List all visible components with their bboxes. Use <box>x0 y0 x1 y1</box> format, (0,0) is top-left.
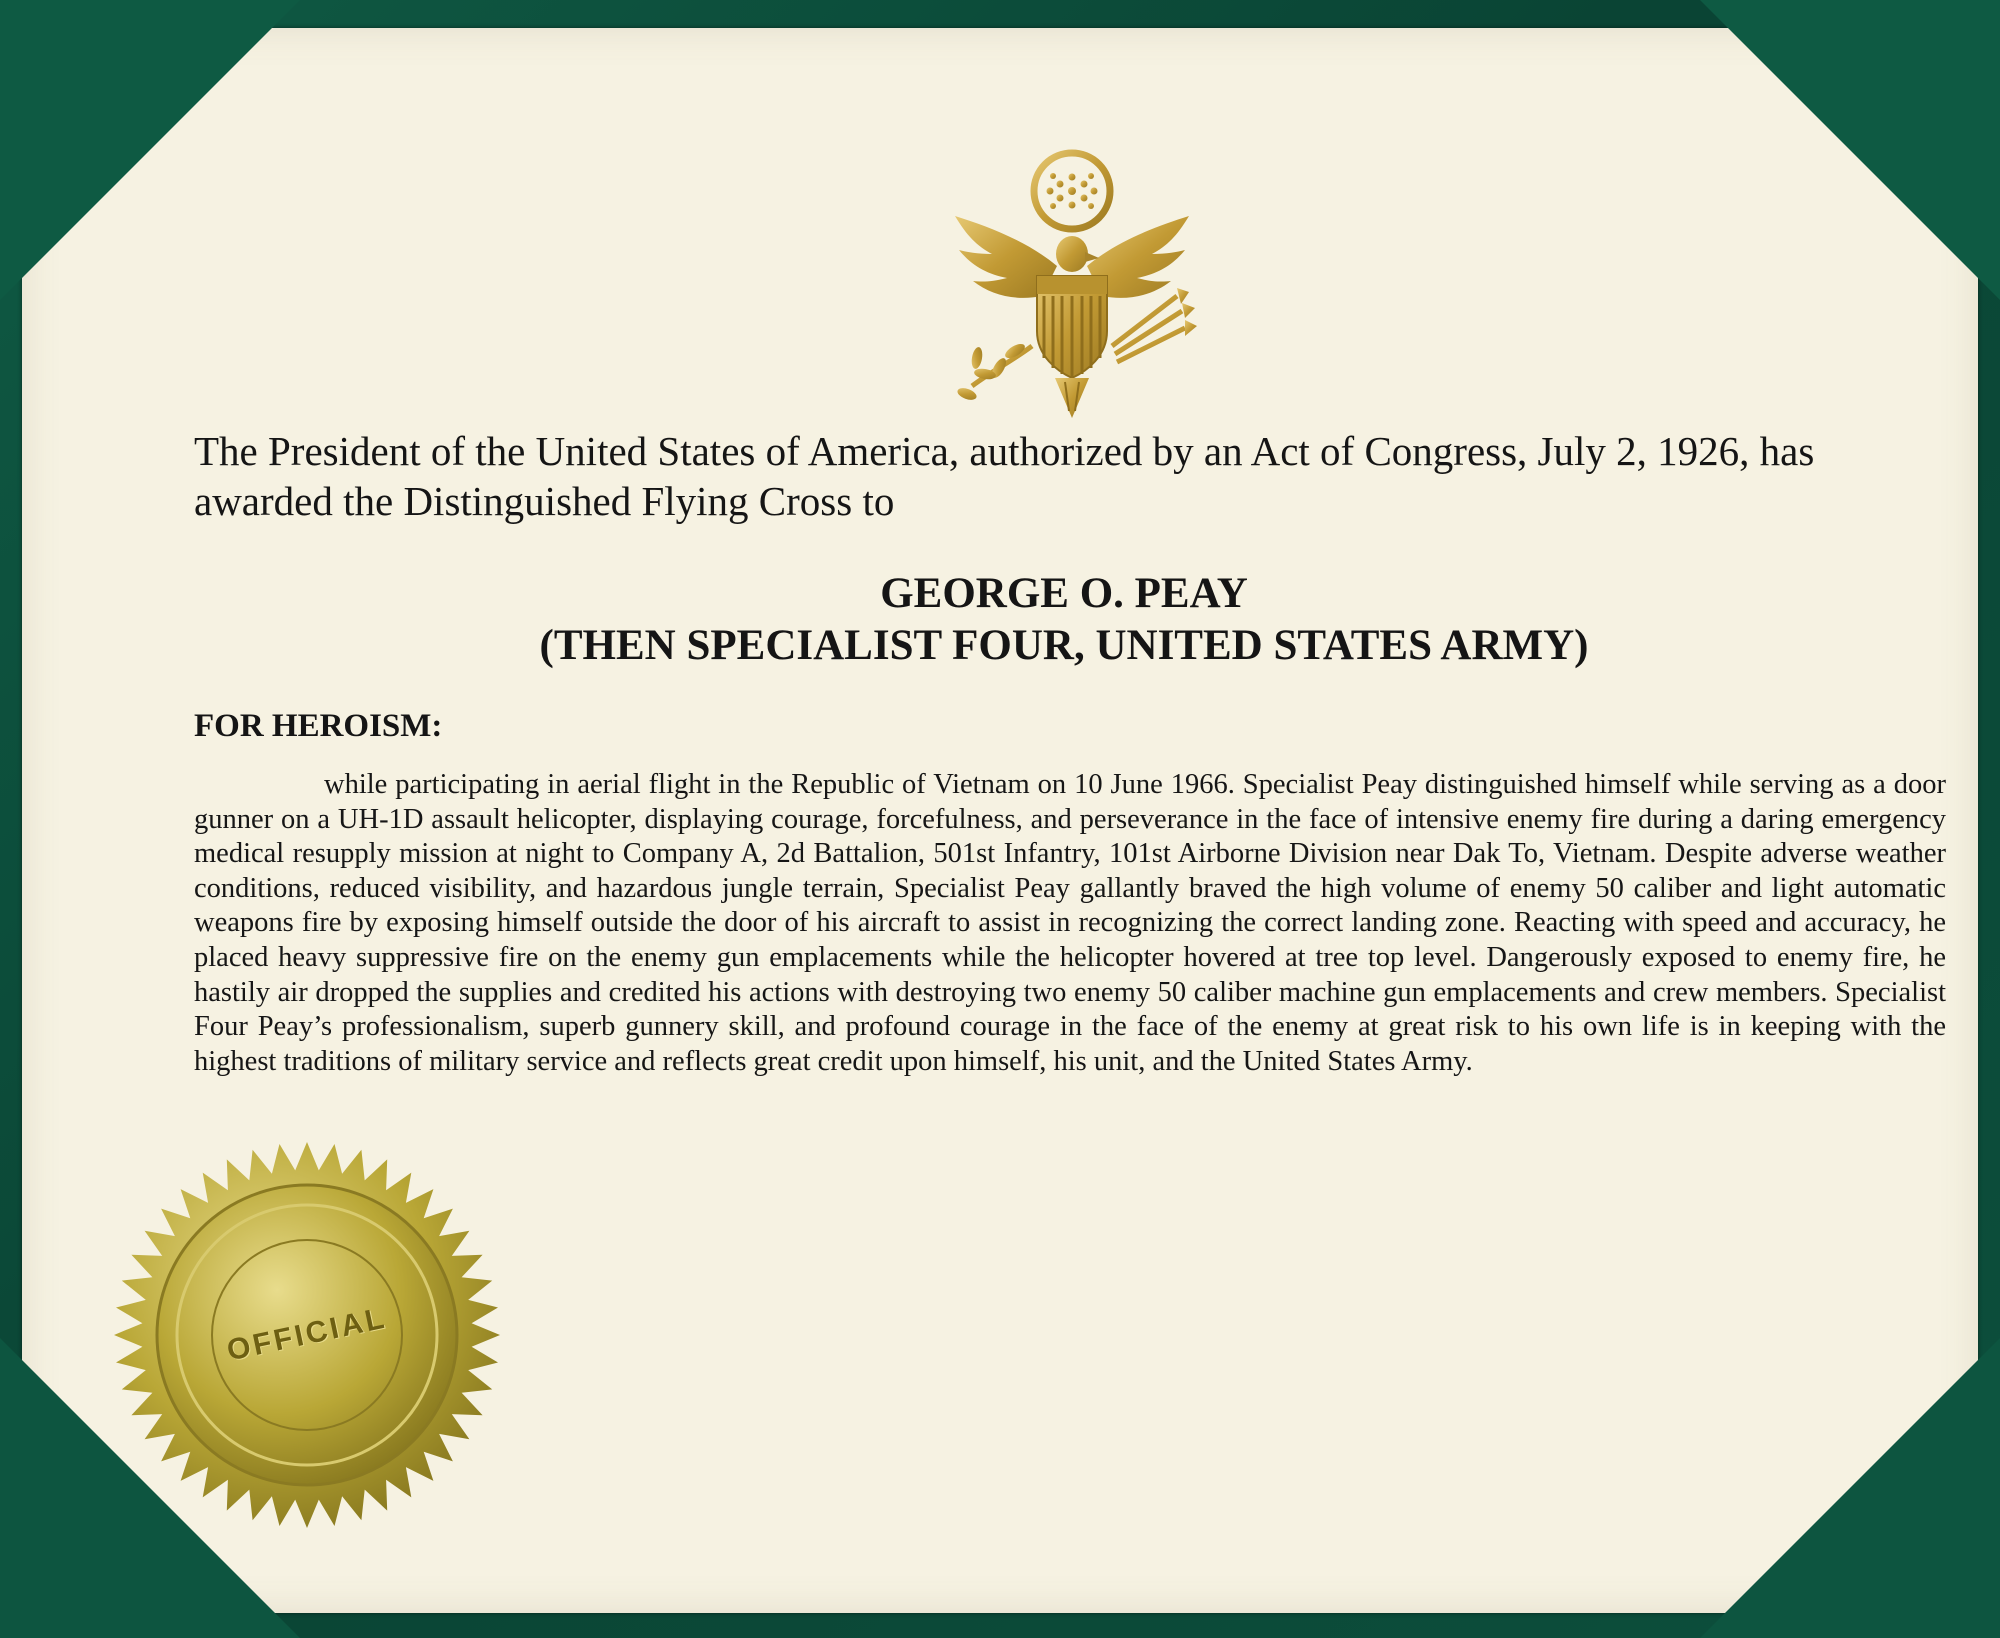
recipient-rank: (THEN SPECIALIST FOUR, UNITED STATES ARMY) <box>539 622 1589 669</box>
folder-corner-top-right <box>1700 0 2000 300</box>
award-statement-line-1: The President of the United States of America, authorized by an Act of Congress, July 2, 1926, has <box>194 428 1815 474</box>
recipient-name: GEORGE O. PEAY <box>880 570 1248 617</box>
recipient-block <box>194 568 1934 672</box>
award-statement-line-2: awarded the Distinguished Flying Cross to <box>194 478 895 524</box>
citation-heading: FOR HEROISM: <box>194 708 443 744</box>
award-statement <box>194 426 1934 526</box>
folder-corner-top-left <box>0 0 300 300</box>
folder-corner-bottom-right <box>1700 1338 2000 1638</box>
seal-center-text: OFFICIAL <box>224 1301 390 1368</box>
great-seal-eagle-icon <box>937 146 1207 421</box>
seal-label-layer <box>112 1140 502 1530</box>
citation-body: while participating in aerial flight in the Republic of Vietnam on 10 June 1966. Specialist Peay distinguished himself while serving as a door gunner on a UH-1D assault helicopter, displaying courage, forcefulness, and perseverance in the face of intensive enemy fire during a daring emergency medical resupply mission at night to Company A, 2d Battalion, 501st Infantry, 101st Airborne Division near Dak To, Vietnam. Despite adverse weather conditions, reduced visibility, and hazardous jungle terrain, Specialist Peay gallantly braved the high volume of enemy 50 caliber and light automatic weapons fire by exposing himself outside the door of his aircraft to assist in recognizing the correct landing zone. Reacting with speed and accuracy, he placed heavy suppressive fire on the enemy gun emplacements while the helicopter hovered at tree top level. Dangerously exposed to enemy fire, he hastily air dropped the supplies and credited his actions with destroying two enemy 50 caliber machine gun emplacements and crew members. Specialist Four Peay’s professionalism, superb gunnery skill, and profound courage in the face of the enemy at great risk to his own life is in keeping with the highest traditions of military service and reflects great credit upon himself, his unit, and the United States Army. <box>194 769 1946 1077</box>
